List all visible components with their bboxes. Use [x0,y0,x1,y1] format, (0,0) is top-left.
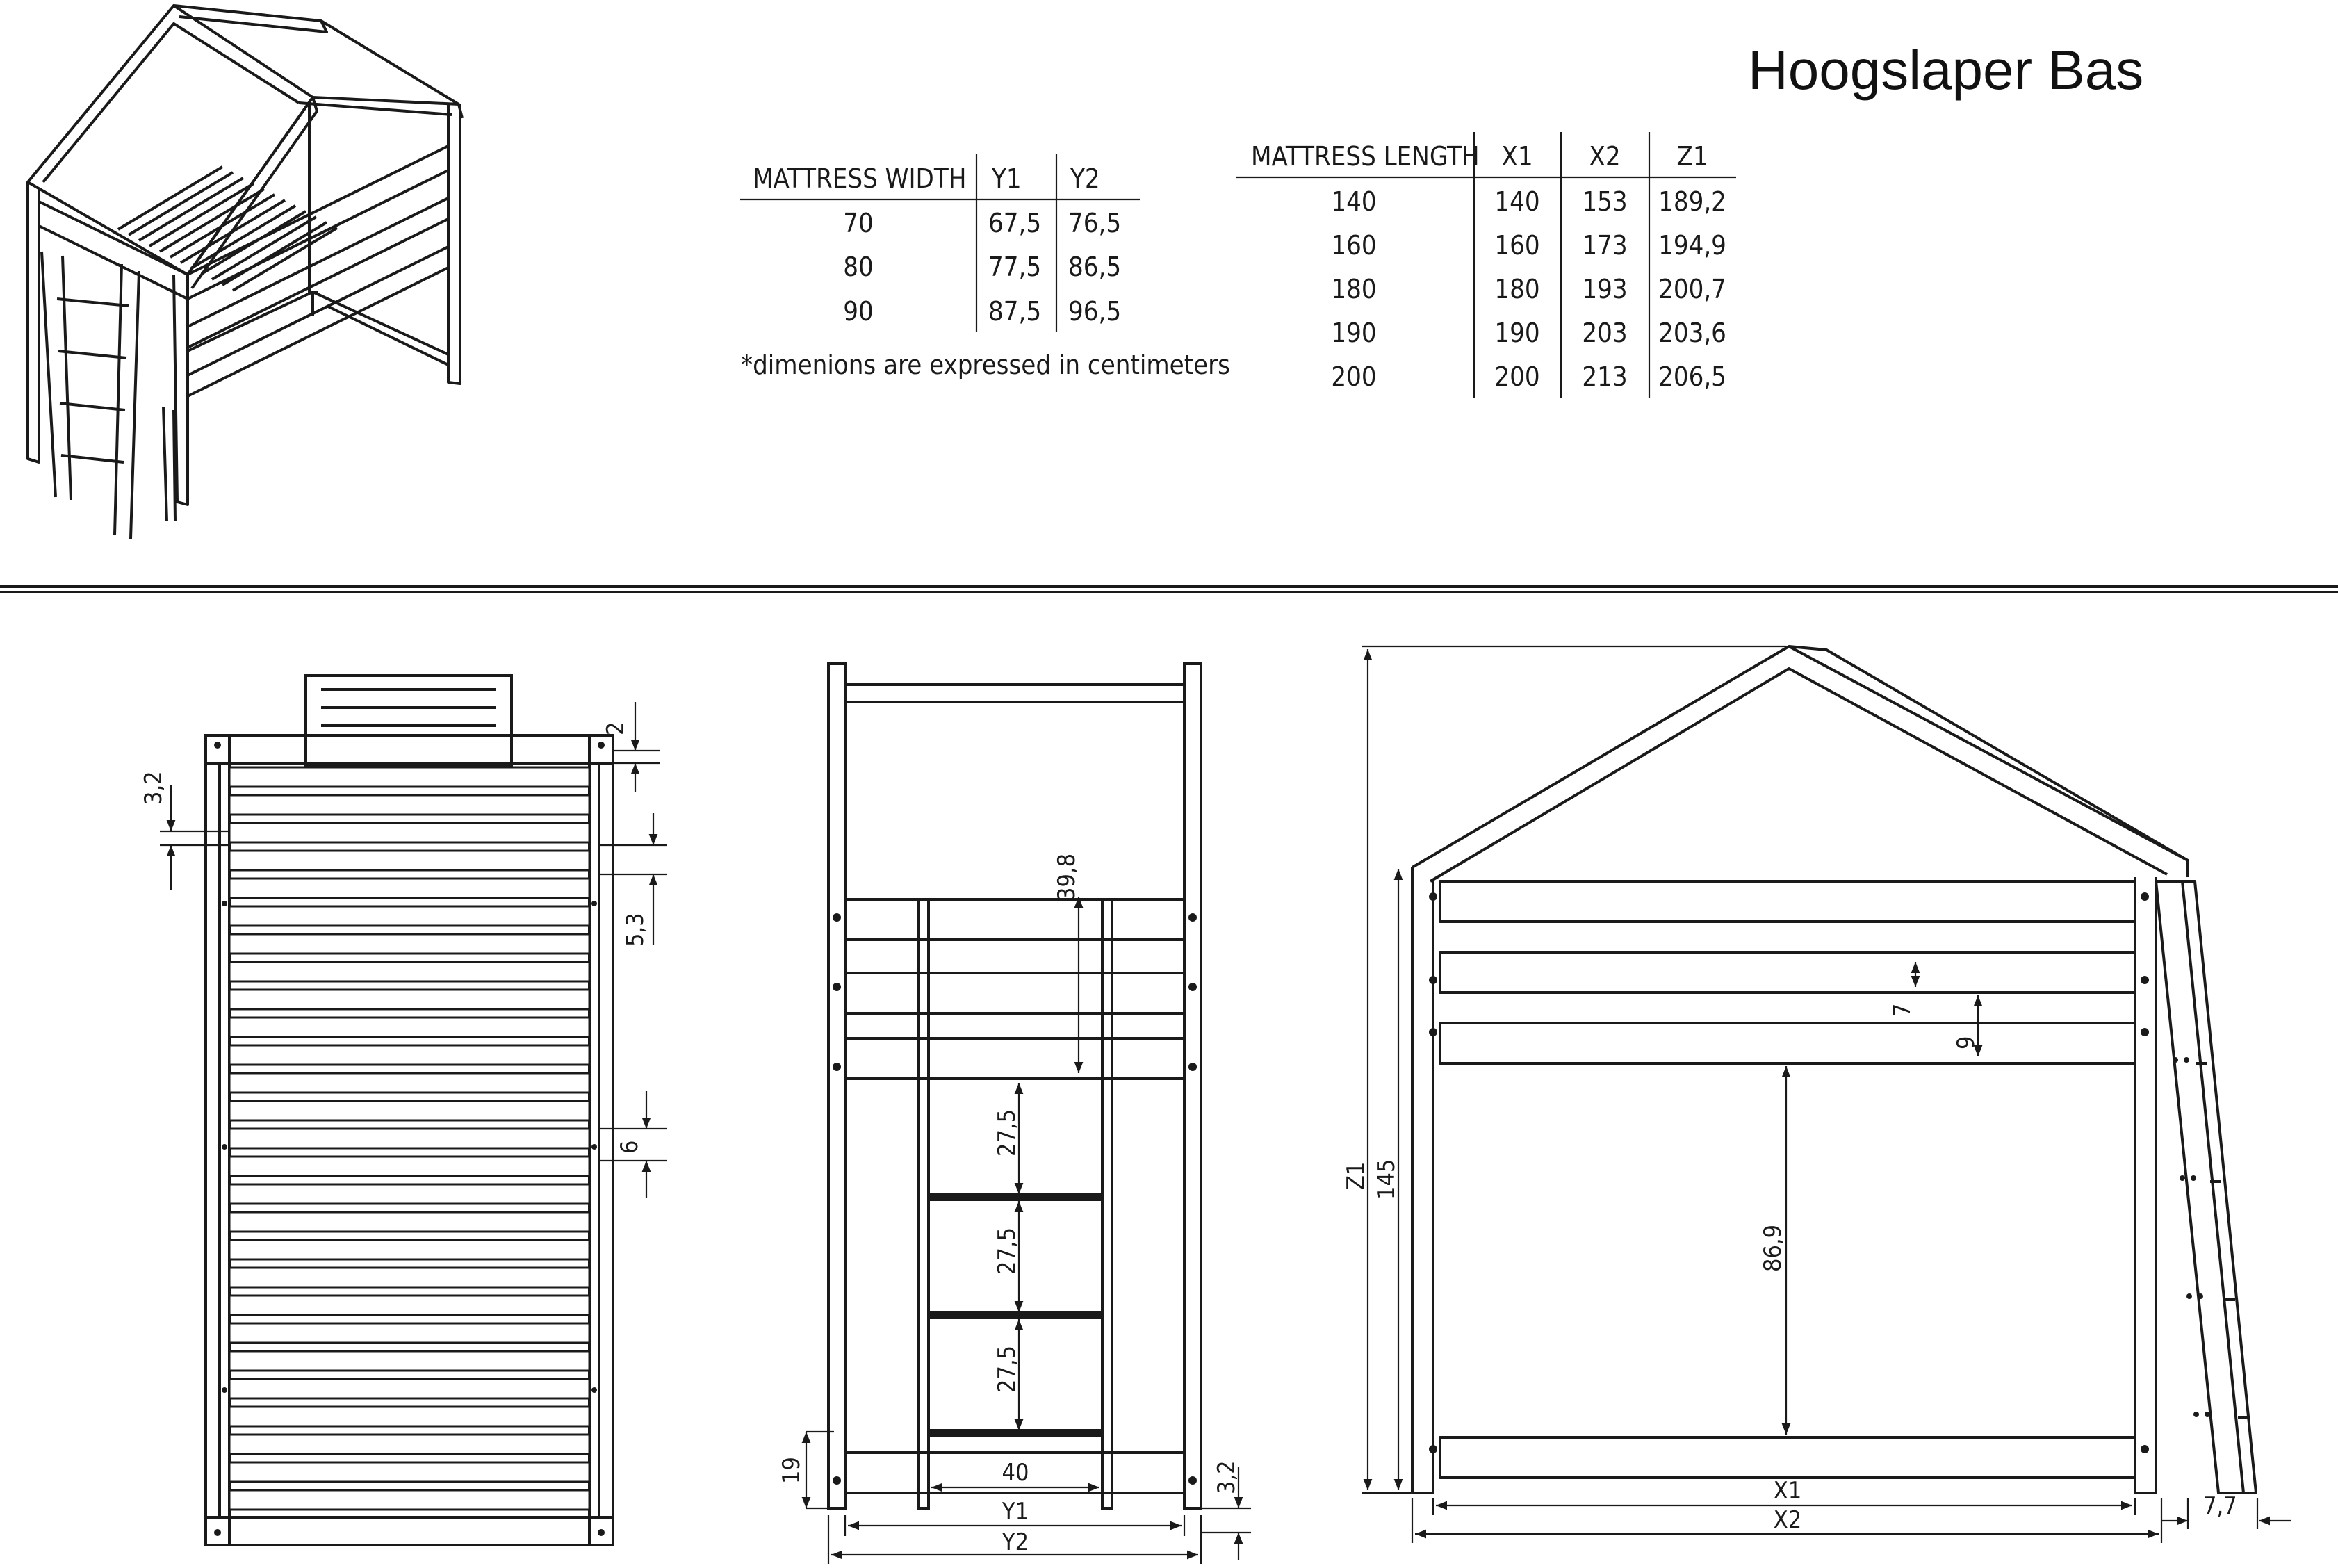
slat [229,1212,589,1232]
mattress-width-table [740,154,1230,380]
slat [229,1101,589,1120]
dim-label: X2 [1773,1506,1802,1534]
width-row [843,252,1121,282]
width-row [843,296,1121,327]
slat [229,1490,589,1510]
dim-label: Y2 [1002,1528,1029,1556]
svg-text:87,5: 87,5 [988,296,1042,327]
length-cell: 194,9 [1658,230,1726,261]
length-cell: 189,2 [1658,186,1726,217]
slat [229,1268,589,1287]
dim-label: 6 [616,1140,644,1154]
dim-label: 27,5 [993,1227,1021,1275]
dim-label: X1 [1773,1477,1802,1505]
slat [229,906,589,926]
slat [229,1351,589,1371]
y1-header: Y1 [992,163,1022,194]
dim-label: 7 [1888,1003,1916,1017]
length-row [1331,230,1726,261]
length-row [1331,361,1726,392]
x2-header: X2 [1589,141,1621,172]
length-cell: 160 [1494,230,1540,261]
length-cell: 200 [1331,361,1377,392]
front-view [1342,646,2291,1543]
slat-group [229,767,589,1510]
slat [229,767,589,787]
svg-text:86,5: 86,5 [1068,252,1122,282]
slat [229,1435,589,1454]
length-cell: 140 [1331,186,1377,217]
length-cell: 180 [1331,274,1377,304]
length-cell: 153 [1582,186,1628,217]
svg-text:67,5: 67,5 [988,208,1042,238]
dim-label: 86,9 [1759,1224,1787,1272]
slat [229,1379,589,1398]
x1-header: X1 [1501,141,1533,172]
slat [229,1407,589,1426]
y2-header: Y2 [1070,163,1100,194]
length-cell: 203,6 [1658,318,1726,348]
dim-label: Z1 [1342,1161,1370,1190]
dim-label: 27,5 [993,1345,1021,1393]
dim-label: 3,2 [140,771,167,805]
width-table-header: MATTRESS WIDTH [753,163,967,194]
slat [229,990,589,1009]
slat [229,1018,589,1037]
svg-text:76,5: 76,5 [1068,208,1122,238]
length-cell: 190 [1331,318,1377,348]
top-view [140,676,667,1545]
dim-label: 27,5 [993,1109,1021,1157]
length-cell: 190 [1494,318,1540,348]
dim-label: 39,8 [1053,853,1081,901]
slat [229,1323,589,1343]
dim-label: 40 [1002,1459,1029,1487]
drawing-title: Hoogslaper Bas [1748,39,2144,101]
length-cell: 200 [1494,361,1540,392]
dim-label: 145 [1373,1159,1400,1200]
length-row [1331,274,1726,304]
slat [229,1157,589,1176]
z1-header: Z1 [1676,141,1708,172]
mattress-length-table [1236,132,1736,398]
slat [229,823,589,842]
length-cell: 213 [1582,361,1628,392]
length-table-rows [1331,186,1726,392]
length-cell: 173 [1582,230,1628,261]
length-cell: 206,5 [1658,361,1726,392]
slat [229,1184,589,1204]
slat [229,879,589,898]
slat [229,795,589,815]
dim-label: 3,2 [1213,1460,1241,1494]
units-note: *dimenions are expressed in centimeters [741,350,1230,380]
slat [229,851,589,870]
side-view [778,664,1251,1564]
length-cell: 180 [1494,274,1540,304]
svg-text:80: 80 [843,252,874,282]
svg-text:70: 70 [843,208,874,238]
slat [229,1240,589,1259]
slat [229,1073,589,1093]
slat [229,1045,589,1065]
length-cell: 140 [1494,186,1540,217]
section-separator [0,587,2338,592]
dim-label: 7,7 [2203,1492,2237,1520]
slat [229,1462,589,1482]
length-cell: 193 [1582,274,1628,304]
dim-label: 19 [778,1457,806,1484]
dim-label: 5,3 [621,913,649,947]
dim-label: Y1 [1002,1498,1029,1526]
svg-text:96,5: 96,5 [1068,296,1122,327]
isometric-view [28,6,462,539]
dim-label: 9 [1952,1036,1980,1050]
length-row [1331,186,1726,217]
length-row [1331,318,1726,348]
length-table-header: MATTRESS LENGTH [1251,141,1480,172]
slat [229,1296,589,1315]
dim-label: 2 [602,721,630,735]
svg-text:77,5: 77,5 [988,252,1042,282]
svg-text:90: 90 [843,296,874,327]
length-cell: 203 [1582,318,1628,348]
slat [229,1129,589,1148]
slat [229,934,589,954]
length-cell: 200,7 [1658,274,1726,304]
slat [229,962,589,981]
width-row [843,208,1121,238]
length-cell: 160 [1331,230,1377,261]
